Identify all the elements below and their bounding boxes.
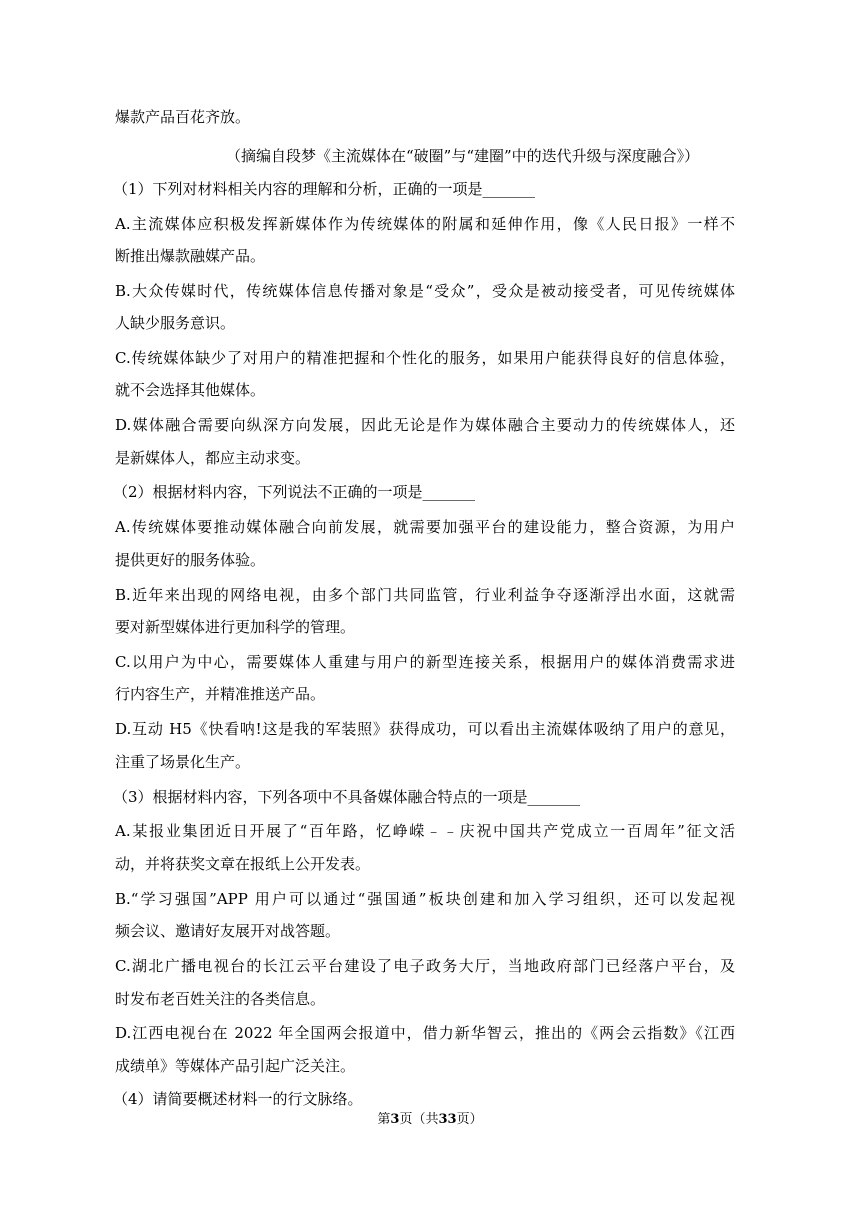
option-1b-line1: B.大众传媒时代，传统媒体信息传播对象是“受众”，受众是被动接受者，可见传统媒体: [115, 282, 735, 300]
option-2a-line1: A.传统媒体要推动媒体融合向前发展，就需要加强平台的建设能力，整合资源，为用户: [115, 518, 735, 536]
question-2: （2）根据材料内容，下列说法不正确的一项是_______: [113, 483, 476, 501]
option-1d-line2: 是新媒体人，都应主动求变。: [115, 449, 311, 467]
question-3: （3）根据材料内容，下列各项中不具备媒体融合特点的一项是_______: [113, 788, 581, 806]
source-citation: （摘编自段梦《主流媒体在“破圈”与“建圈”中的迭代升级与深度融合》）: [226, 147, 700, 165]
option-3a-line1: A.某报业集团近日开展了“百年路，忆峥嵘﹣﹣庆祝中国共产党成立一百周年”征文活: [115, 822, 735, 840]
option-2a-line2: 提供更好的服务体验。: [115, 551, 266, 569]
option-1d-line1: D.媒体融合需要向纵深方向发展，因此无论是作为媒体融合主要动力的传统媒体人，还: [115, 416, 735, 434]
option-3d-line2: 成绩单》等媒体产品引起广泛关注。: [115, 1057, 356, 1075]
option-1b-line2: 人缺少服务意识。: [115, 314, 236, 332]
option-3c-line1: C.湖北广播电视台的长江云平台建设了电子政务大厅，当地政府部门已经落户平台，及: [115, 957, 735, 975]
option-2b-line2: 要对新型媒体进行更加科学的管理。: [115, 618, 356, 636]
option-3c-line2: 时发布老百姓关注的各类信息。: [115, 990, 326, 1008]
option-1c-line1: C.传统媒体缺少了对用户的精准把握和个性化的服务，如果用户能获得良好的信息体验，: [115, 349, 735, 367]
option-1c-line2: 就不会选择其他媒体。: [115, 381, 266, 399]
option-2c-line1: C.以用户为中心，需要媒体人重建与用户的新型连接关系，根据用户的媒体消费需求进: [115, 653, 735, 671]
footer-middle: 页（共: [399, 1112, 439, 1127]
option-3a-line2: 动，并将获奖文章在报纸上公开发表。: [115, 855, 371, 873]
question-4: （4）请简要概述材料一的行文脉络。: [113, 1090, 363, 1108]
option-2b-line1: B.近年来出现的网络电视，由多个部门共同监管，行业利益争夺逐渐浮出水面，这就需: [115, 586, 735, 604]
footer-suffix: 页）: [456, 1112, 483, 1127]
option-3d-line1: D.江西电视台在 2022 年全国两会报道中，借力新华智云，推出的《两会云指数》《江西: [115, 1024, 735, 1042]
footer-total-pages: 33: [438, 1112, 457, 1127]
page-footer: [0, 1111, 860, 1129]
footer-prefix: 第: [377, 1112, 391, 1127]
text-line: 爆款产品百花齐放。: [115, 108, 251, 126]
question-1: （1）下列对材料相关内容的理解和分析，正确的一项是_______: [113, 180, 536, 198]
option-2c-line2: 行内容生产，并精准推送产品。: [115, 685, 326, 703]
footer-page-number: 3: [390, 1112, 400, 1127]
option-1a-line2: 断推出爆款融媒产品。: [115, 247, 266, 265]
option-2d-line2: 注重了场景化生产。: [115, 753, 251, 771]
option-3b-line2: 频会议、邀请好友展开对战答题。: [115, 922, 341, 940]
option-1a-line1: A.主流媒体应积极发挥新媒体作为传统媒体的附属和延伸作用，像《人民日报》一样不: [115, 215, 735, 233]
option-2d-line1: D.互动 H5《快看呐!这是我的军装照》获得成功，可以看出主流媒体吸纳了用户的意见，: [115, 720, 735, 738]
option-3b-line1: B.“学习强国”APP 用户可以通过“强国通”板块创建和加入学习组织，还可以发起视: [115, 890, 735, 908]
